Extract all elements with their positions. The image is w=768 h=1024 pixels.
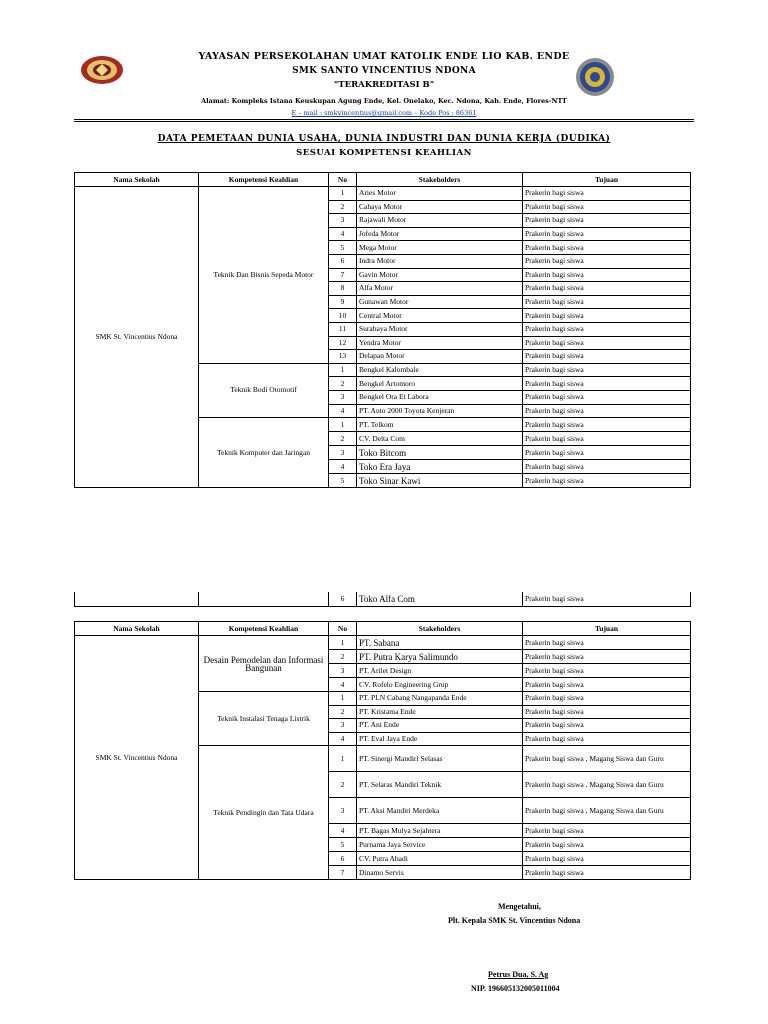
col-stakeholders-header: Stakeholders (357, 173, 523, 187)
purpose: Prakerin bagi siswa (523, 852, 691, 866)
contact-email-link[interactable]: E – mail : smkvincentius@gmail.com – Kode Pos : 86361 (291, 109, 477, 117)
purpose: Prakerin bagi siswa (523, 838, 691, 852)
purpose: Prakerin bagi siswa (523, 322, 691, 336)
col-competency-header: Kompetensi Keahlian (199, 173, 329, 187)
stakeholder: Gunawan Motor (357, 295, 523, 309)
stakeholder: PT. Sinergi Mandiri Selasas (357, 746, 523, 772)
purpose: Prakerin bagi siswa , Magang Siswa dan Guru (523, 746, 691, 772)
row-no: 6 (329, 852, 357, 866)
row-no: 4 (329, 732, 357, 746)
row-no: 3 (329, 390, 357, 404)
stakeholder: PT. Ani Ende (357, 719, 523, 733)
stakeholder: Bengkel Ora Et Labora (357, 390, 523, 404)
col-stakeholders-header: Stakeholders (357, 622, 523, 636)
row-no: 8 (329, 282, 357, 296)
row-no: 11 (329, 322, 357, 336)
row-no: 2 (329, 200, 357, 214)
purpose: Prakerin bagi siswa (523, 474, 691, 488)
stakeholder: PT. Eval Jaya Ende (357, 732, 523, 746)
col-competency-header: Kompetensi Keahlian (199, 622, 329, 636)
row-no: 1 (329, 363, 357, 377)
purpose: Prakerin bagi siswa (523, 678, 691, 692)
row-no: 2 (329, 705, 357, 719)
stakeholder: CV. Putra Abadi (357, 852, 523, 866)
competency-cell: Teknik Pendingin dan Tata Udara (199, 746, 329, 880)
purpose: Prakerin bagi siswa (523, 719, 691, 733)
row-no: 2 (329, 650, 357, 664)
stakeholder: Alfa Motor (357, 282, 523, 296)
purpose: Prakerin bagi siswa (523, 268, 691, 282)
stakeholder: Cahaya Motor (357, 200, 523, 214)
stakeholder: Toko Era Jaya (357, 460, 523, 474)
purpose: Prakerin bagi siswa (523, 592, 691, 606)
row-no: 1 (329, 636, 357, 650)
purpose: Prakerin bagi siswa (523, 241, 691, 255)
stakeholder: Delapan Motor (357, 350, 523, 364)
stakeholder: Surabaya Motor (357, 322, 523, 336)
row-no: 2 (329, 377, 357, 391)
row-no: 1 (329, 418, 357, 432)
purpose: Prakerin bagi siswa (523, 282, 691, 296)
row-no: 4 (329, 404, 357, 418)
accreditation-status: "TERAKREDITASI B" (333, 80, 435, 90)
table-row (75, 592, 691, 606)
table-row (75, 187, 691, 201)
dudika-table-1-continued (74, 592, 691, 607)
purpose: Prakerin bagi siswa (523, 350, 691, 364)
purpose: Prakerin bagi siswa (523, 650, 691, 664)
purpose: Prakerin bagi siswa (523, 214, 691, 228)
stakeholder: Gavin Motor (357, 268, 523, 282)
document-title: DATA PEMETAAN DUNIA USAHA, DUNIA INDUSTRI DAN DUNIA KERJA (DUDIKA) (157, 134, 611, 144)
purpose: Prakerin bagi siswa (523, 187, 691, 201)
row-no: 1 (329, 746, 357, 772)
stakeholder: CV. Rofelo Engineering Grup (357, 678, 523, 692)
purpose: Prakerin bagi siswa (523, 295, 691, 309)
row-no: 4 (329, 227, 357, 241)
signatory-name: Petrus Dua, S. Ag (488, 970, 549, 979)
table-header-row (75, 173, 691, 187)
stakeholder: Bengkel Artomoro (357, 377, 523, 391)
empty-cell (199, 592, 329, 606)
stakeholder: PT. Sabana (357, 636, 523, 650)
dudika-table-2 (74, 621, 691, 880)
row-no: 5 (329, 474, 357, 488)
school-gear-logo-right (573, 57, 617, 97)
row-no: 1 (329, 187, 357, 201)
purpose: Prakerin bagi siswa (523, 446, 691, 460)
purpose: Prakerin bagi siswa (523, 390, 691, 404)
competency-cell: Teknik Instalasi Tenaga Listrik (199, 692, 329, 746)
stakeholder: PT. Arilet Design (357, 664, 523, 678)
school-address: Alamat: Kompleks Istana Keuskupan Agung Ende, Kel. Onelako, Kec. Ndona, Kab. Ende, Flores-NTT (201, 97, 567, 105)
row-no: 3 (329, 664, 357, 678)
stakeholder: PT. PLN Cabang Nangapanda Ende (357, 692, 523, 706)
row-no: 2 (329, 432, 357, 446)
competency-cell: Teknik Komputer dan Jaringan (199, 418, 329, 488)
purpose: Prakerin bagi siswa , Magang Siswa dan Guru (523, 798, 691, 824)
row-no: 6 (329, 254, 357, 268)
row-no: 3 (329, 446, 357, 460)
stakeholder: Indra Motor (357, 254, 523, 268)
row-no: 4 (329, 678, 357, 692)
stakeholder: PT. Kristama Ende (357, 705, 523, 719)
row-no: 2 (329, 772, 357, 798)
purpose: Prakerin bagi siswa (523, 200, 691, 214)
purpose: Prakerin bagi siswa (523, 664, 691, 678)
stakeholder: Toko Sinar Kawi (357, 474, 523, 488)
purpose: Prakerin bagi siswa (523, 460, 691, 474)
foundation-name: YAYASAN PERSEKOLAHAN UMAT KATOLIK ENDE LIO KAB. ENDE (198, 51, 570, 62)
stakeholder: PT. Selaras Mandiri Teknik (357, 772, 523, 798)
letterhead-divider-thin (74, 121, 694, 122)
purpose: Prakerin bagi siswa (523, 363, 691, 377)
empty-cell (75, 592, 199, 606)
stakeholder: Dinamo Servis (357, 866, 523, 880)
school-name-cell: SMK St. Vincentius Ndona (75, 636, 199, 880)
stakeholder: PT. Aksi Mandiri Merdeka (357, 798, 523, 824)
row-no: 5 (329, 241, 357, 255)
row-no: 9 (329, 295, 357, 309)
row-no: 5 (329, 838, 357, 852)
stakeholder: Aries Motor (357, 187, 523, 201)
purpose: Prakerin bagi siswa (523, 432, 691, 446)
purpose: Prakerin bagi siswa (523, 404, 691, 418)
row-no: 7 (329, 268, 357, 282)
row-no: 1 (329, 692, 357, 706)
col-purpose-header: Tujuan (523, 622, 691, 636)
stakeholder: Yendra Motor (357, 336, 523, 350)
col-no-header: No (329, 173, 357, 187)
stakeholder: Purnama Jaya Service (357, 838, 523, 852)
purpose: Prakerin bagi siswa (523, 866, 691, 880)
purpose: Prakerin bagi siswa (523, 418, 691, 432)
principal-role: Plt. Kepala SMK St. Vincentius Ndona (448, 916, 581, 925)
row-no: 3 (329, 214, 357, 228)
row-no: 4 (329, 460, 357, 474)
row-no: 7 (329, 866, 357, 880)
competency-cell: Desain Pemodelan dan Informasi Bangunan (199, 636, 329, 692)
competency-cell: Teknik Bodi Otomotif (199, 363, 329, 417)
purpose: Prakerin bagi siswa (523, 336, 691, 350)
stakeholder: CV. Delta Com (357, 432, 523, 446)
table-header-row (75, 622, 691, 636)
school-name-cell: SMK St. Vincentius Ndona (75, 187, 199, 488)
col-school-header: Nama Sekolah (75, 173, 199, 187)
school-name-header: SMK SANTO VINCENTIUS NDONA (292, 66, 476, 76)
purpose: Prakerin bagi siswa (523, 824, 691, 838)
letterhead-divider (74, 119, 694, 120)
stakeholder: Jofeda Motor (357, 227, 523, 241)
competency-cell: Teknik Dan Bisnis Sepeda Motor (199, 187, 329, 364)
purpose: Prakerin bagi siswa (523, 705, 691, 719)
row-no: 3 (329, 798, 357, 824)
dudika-table-1 (74, 172, 691, 488)
row-no: 4 (329, 824, 357, 838)
purpose: Prakerin bagi siswa (523, 309, 691, 323)
stakeholder: PT. Putra Karya Salimundo (357, 650, 523, 664)
purpose: Prakerin bagi siswa (523, 254, 691, 268)
stakeholder: Central Motor (357, 309, 523, 323)
row-no: 6 (329, 592, 357, 606)
stakeholder: PT. Telkom (357, 418, 523, 432)
col-purpose-header: Tujuan (523, 173, 691, 187)
signatory-nip: NIP. 196605132005011004 (471, 984, 560, 993)
purpose: Prakerin bagi siswa , Magang Siswa dan Guru (523, 772, 691, 798)
stakeholder: PT. Auto 2000 Toyota Kenjeran (357, 404, 523, 418)
approval-label: Mengetahui, (498, 902, 541, 911)
table-row (75, 636, 691, 650)
purpose: Prakerin bagi siswa (523, 692, 691, 706)
purpose: Prakerin bagi siswa (523, 377, 691, 391)
row-no: 13 (329, 350, 357, 364)
row-no: 10 (329, 309, 357, 323)
stakeholder: PT. Bagas Mulya Sejahtera (357, 824, 523, 838)
stakeholder: Toko Bitcom (357, 446, 523, 460)
col-school-header: Nama Sekolah (75, 622, 199, 636)
document-subtitle: SESUAI KOMPETENSI KEAHLIAN (296, 148, 472, 158)
purpose: Prakerin bagi siswa (523, 636, 691, 650)
stakeholder: Rajawali Motor (357, 214, 523, 228)
stakeholder: Bengkel Kalombale (357, 363, 523, 377)
col-no-header: No (329, 622, 357, 636)
stakeholder: Toko Alfa Com (357, 592, 523, 606)
row-no: 12 (329, 336, 357, 350)
row-no: 3 (329, 719, 357, 733)
purpose: Prakerin bagi siswa (523, 227, 691, 241)
purpose: Prakerin bagi siswa (523, 732, 691, 746)
stakeholder: Mega Motor (357, 241, 523, 255)
